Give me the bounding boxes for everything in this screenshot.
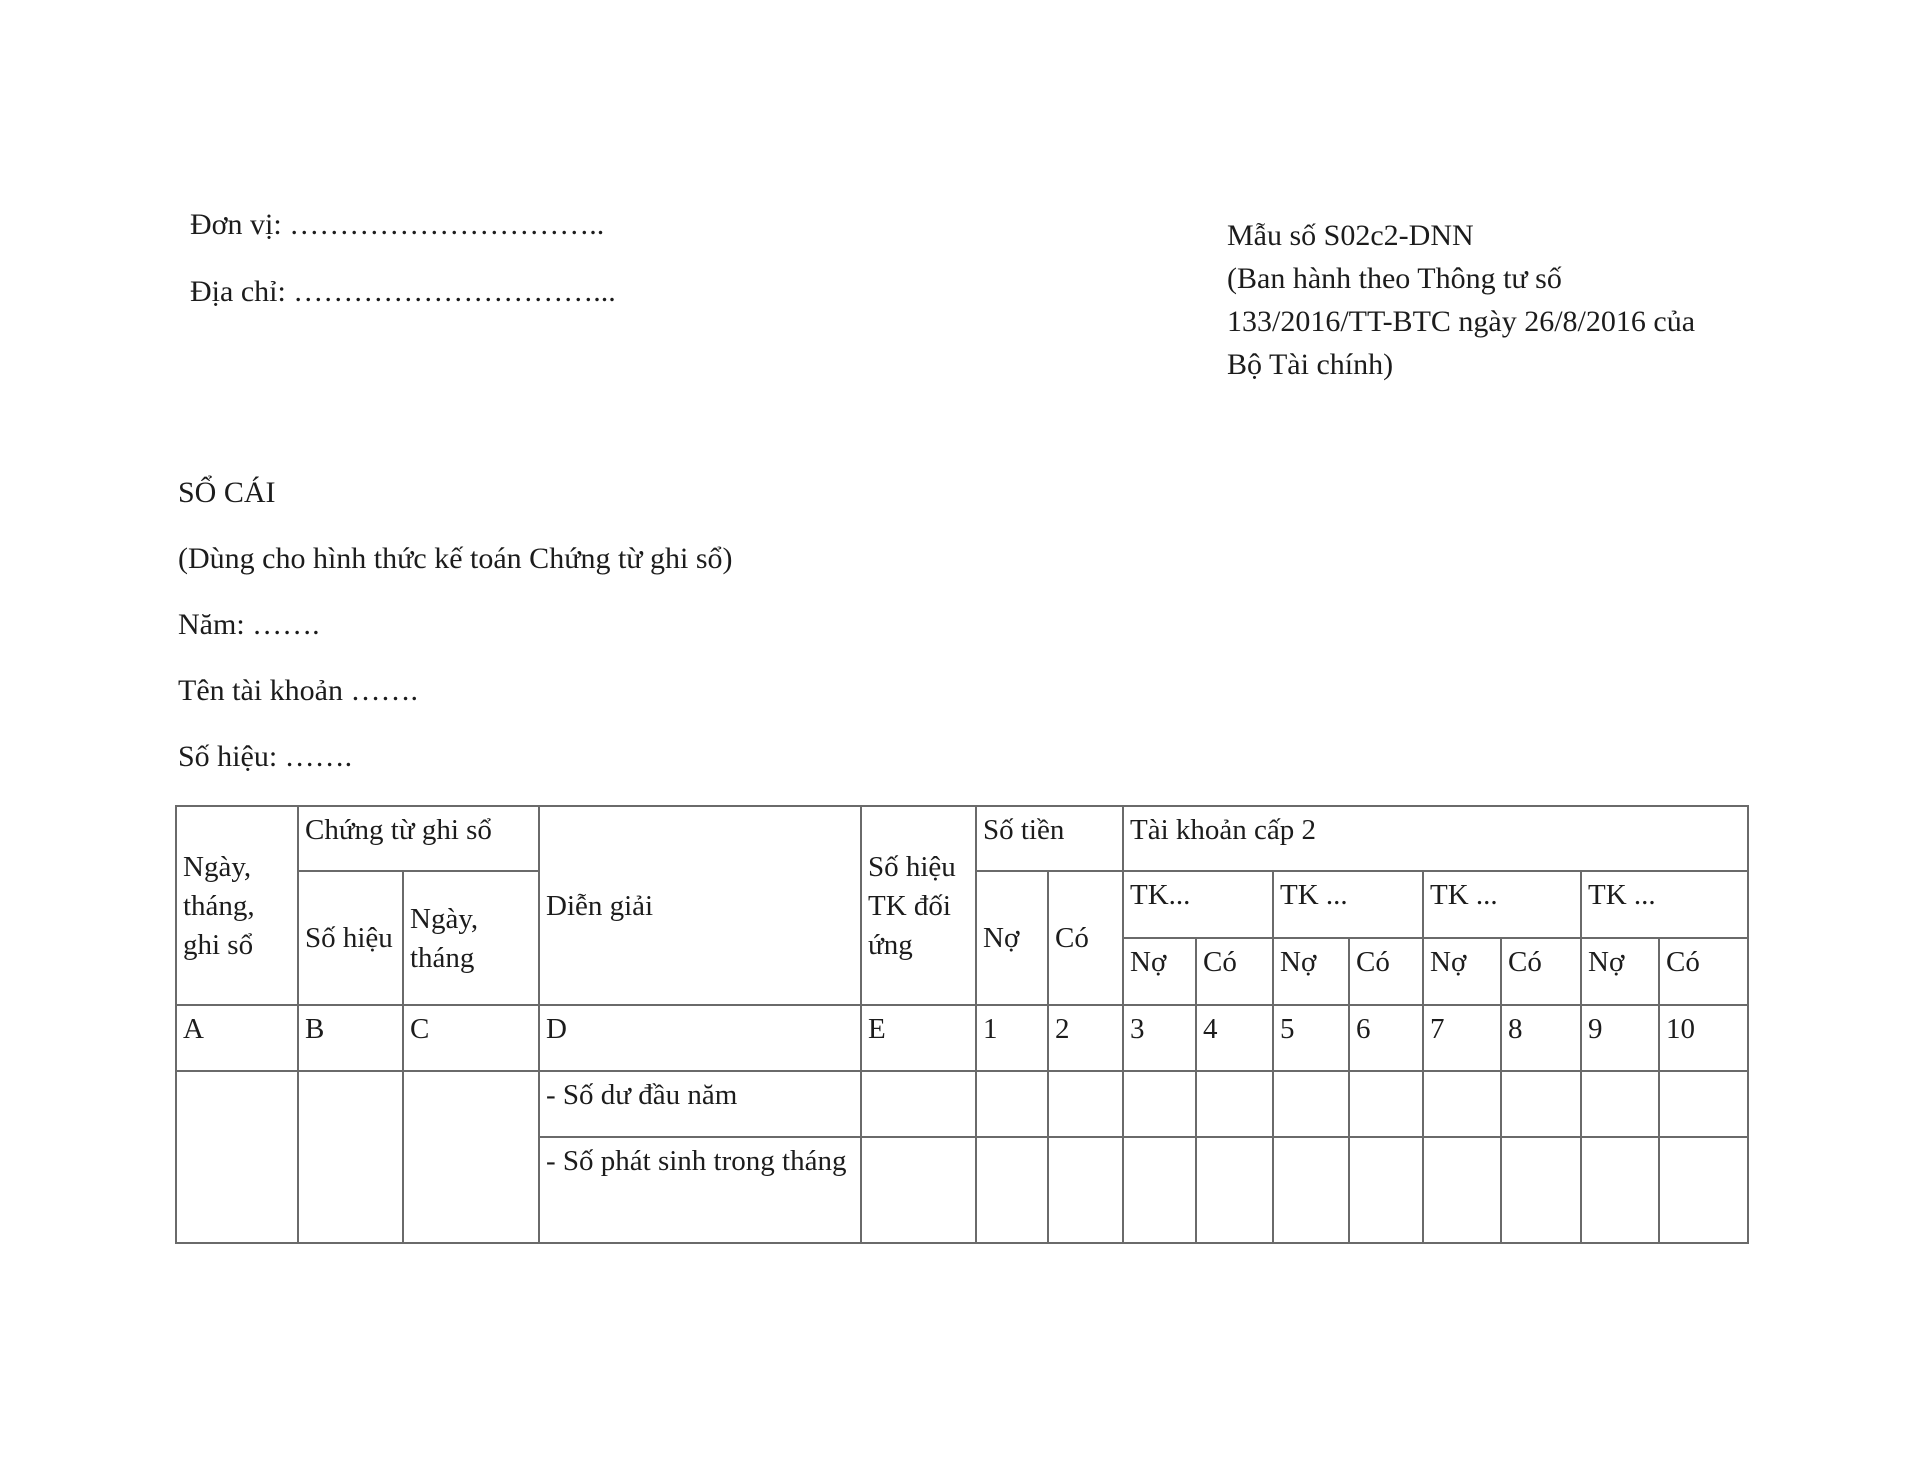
empty-cell [1123, 1137, 1196, 1243]
index-cell: D [539, 1005, 861, 1071]
header-tk4-debit: Nợ [1581, 938, 1659, 1005]
unit-line: Đơn vị: ………………………….. [190, 208, 605, 241]
empty-cell [1501, 1137, 1581, 1243]
index-cell: 4 [1196, 1005, 1273, 1071]
unit-address-block [190, 205, 616, 339]
index-cell: 3 [1123, 1005, 1196, 1071]
address-line: Địa chỉ: …………………………... [190, 275, 616, 308]
empty-cell [1196, 1137, 1273, 1243]
header-tk-2: TK ... [1273, 871, 1423, 938]
empty-cell [176, 1071, 298, 1243]
empty-cell [1196, 1071, 1273, 1137]
empty-cell [1349, 1137, 1423, 1243]
header-voucher-date: Ngày, tháng [403, 871, 539, 1005]
form-issuance-line-1: (Ban hành theo Thông tư số [1227, 262, 1562, 295]
title-block [178, 473, 733, 803]
index-cell: 9 [1581, 1005, 1659, 1071]
empty-cell [1659, 1137, 1748, 1243]
header-tk-1: TK... [1123, 871, 1273, 938]
empty-cell [976, 1137, 1048, 1243]
index-cell: 6 [1349, 1005, 1423, 1071]
empty-cell [1423, 1137, 1501, 1243]
header-corresponding-account: Số hiệu TK đối ứng [861, 806, 976, 1005]
form-issuance-line-3: Bộ Tài chính) [1227, 348, 1394, 381]
header-tk-4: TK ... [1581, 871, 1748, 938]
empty-cell [1273, 1137, 1349, 1243]
page-subtitle: (Dùng cho hình thức kế toán Chứng từ ghi sổ) [178, 542, 733, 575]
header-tk2-debit: Nợ [1273, 938, 1349, 1005]
empty-cell [1659, 1071, 1748, 1137]
header-amount-credit: Có [1048, 871, 1123, 1005]
header-date-recorded: Ngày, tháng, ghi sổ [176, 806, 298, 1005]
empty-cell [1123, 1071, 1196, 1137]
index-cell: A [176, 1005, 298, 1071]
year-line: Năm: ……. [178, 608, 320, 641]
empty-cell [1581, 1137, 1659, 1243]
header-amount-debit: Nợ [976, 871, 1048, 1005]
empty-cell [1273, 1071, 1349, 1137]
header-amount-group: Số tiền [976, 806, 1123, 871]
header-tk3-debit: Nợ [1423, 938, 1501, 1005]
empty-cell [298, 1071, 403, 1243]
row-opening-balance [176, 1071, 1748, 1137]
form-issuance-line-2: 133/2016/TT-BTC ngày 26/8/2016 của [1227, 305, 1696, 338]
form-number-line: Mẫu số S02c2-DNN [1227, 219, 1474, 252]
index-cell: 7 [1423, 1005, 1501, 1071]
empty-cell [1048, 1137, 1123, 1243]
empty-cell [1501, 1071, 1581, 1137]
empty-cell [861, 1071, 976, 1137]
header-voucher-number: Số hiệu [298, 871, 403, 1005]
header-voucher-group: Chứng từ ghi sổ [298, 806, 539, 871]
index-cell: 10 [1659, 1005, 1748, 1071]
index-cell: 8 [1501, 1005, 1581, 1071]
header-tk-3: TK ... [1423, 871, 1581, 938]
empty-cell [1423, 1071, 1501, 1137]
header-tk1-debit: Nợ [1123, 938, 1196, 1005]
empty-cell [861, 1137, 976, 1243]
header-description: Diễn giải [539, 806, 861, 1005]
page-title: SỔ CÁI [178, 476, 276, 509]
index-cell: 5 [1273, 1005, 1349, 1071]
ledger-table [175, 805, 1749, 1244]
empty-cell [1048, 1071, 1123, 1137]
account-name-line: Tên tài khoản ……. [178, 674, 418, 707]
account-number-line: Số hiệu: ……. [178, 740, 353, 773]
index-cell: E [861, 1005, 976, 1071]
header-tk4-credit: Có [1659, 938, 1748, 1005]
index-cell: 1 [976, 1005, 1048, 1071]
cell-amount-incurred-description: - Số phát sinh trong tháng [539, 1137, 861, 1243]
index-cell: 2 [1048, 1005, 1123, 1071]
header-tk3-credit: Có [1501, 938, 1581, 1005]
header-level2-group: Tài khoản cấp 2 [1123, 806, 1748, 871]
index-cell: B [298, 1005, 403, 1071]
form-number-block [1227, 214, 1767, 386]
index-cell: C [403, 1005, 539, 1071]
header-tk1-credit: Có [1196, 938, 1273, 1005]
empty-cell [403, 1071, 539, 1243]
empty-cell [1349, 1071, 1423, 1137]
empty-cell [976, 1071, 1048, 1137]
header-tk2-credit: Có [1349, 938, 1423, 1005]
cell-opening-balance-description: - Số dư đầu năm [539, 1071, 861, 1137]
empty-cell [1581, 1071, 1659, 1137]
